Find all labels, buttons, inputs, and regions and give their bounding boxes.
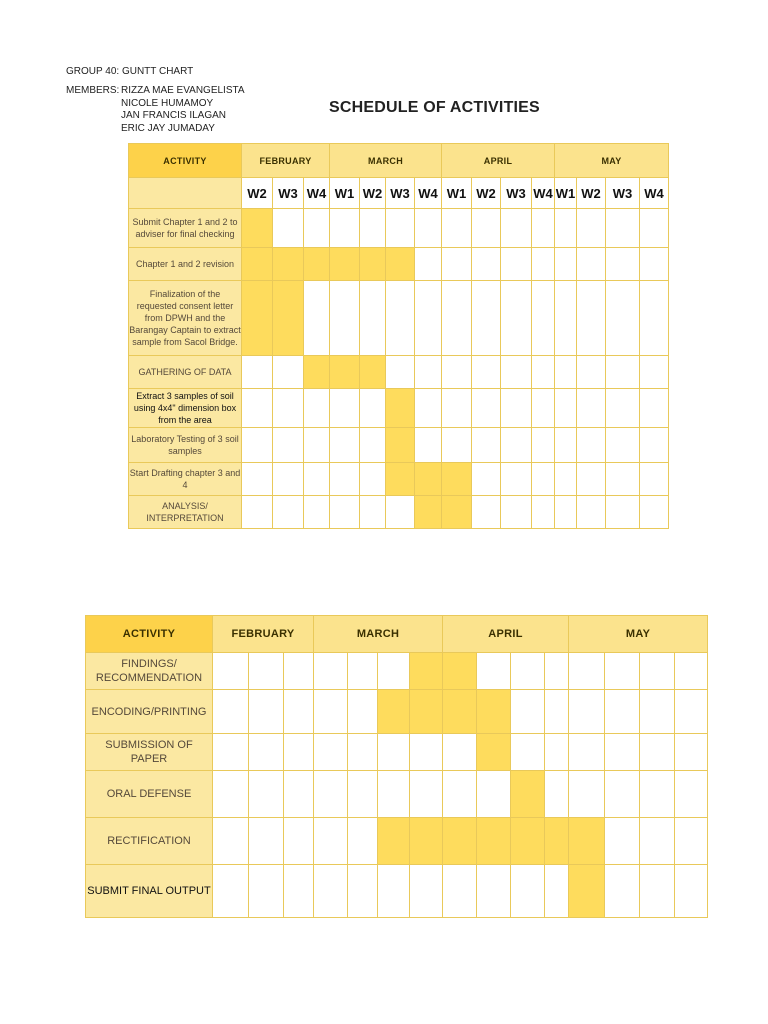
schedule-cell bbox=[304, 281, 330, 356]
schedule-bar-cell bbox=[273, 248, 304, 281]
table-row bbox=[129, 209, 669, 248]
schedule-cell bbox=[378, 771, 410, 818]
schedule-cell bbox=[532, 463, 555, 496]
schedule-bar-cell bbox=[415, 463, 442, 496]
schedule-cell bbox=[606, 428, 640, 463]
schedule-cell bbox=[242, 428, 273, 463]
group-line: GROUP 40: GUNTT CHART bbox=[66, 66, 194, 77]
schedule-bar-cell bbox=[415, 496, 442, 529]
table-row bbox=[129, 248, 669, 281]
activity-label: FINDINGS/ RECOMMENDATION bbox=[86, 653, 213, 690]
schedule-cell bbox=[314, 771, 348, 818]
schedule-cell bbox=[386, 209, 415, 248]
schedule-bar-cell bbox=[386, 463, 415, 496]
schedule-bar-cell bbox=[386, 428, 415, 463]
schedule-cell bbox=[577, 389, 606, 428]
schedule-cell bbox=[242, 463, 273, 496]
schedule-cell bbox=[472, 248, 501, 281]
week-header: W2 bbox=[472, 178, 501, 209]
week-header: W2 bbox=[577, 178, 606, 209]
schedule-cell bbox=[314, 653, 348, 690]
schedule-cell bbox=[348, 653, 378, 690]
activity-header: ACTIVITY bbox=[86, 616, 213, 653]
schedule-cell bbox=[330, 209, 360, 248]
schedule-cell bbox=[360, 389, 386, 428]
table-row bbox=[129, 496, 669, 529]
schedule-cell bbox=[555, 356, 577, 389]
schedule-cell bbox=[577, 209, 606, 248]
schedule-cell bbox=[555, 209, 577, 248]
schedule-cell bbox=[501, 248, 532, 281]
schedule-bar-cell bbox=[360, 248, 386, 281]
schedule-cell bbox=[605, 865, 640, 918]
schedule-bar-cell bbox=[477, 734, 511, 771]
schedule-cell bbox=[606, 496, 640, 529]
activity-label: RECTIFICATION bbox=[86, 818, 213, 865]
activity-label: Submit Chapter 1 and 2 to adviser for final checking bbox=[129, 209, 242, 248]
schedule-cell bbox=[501, 209, 532, 248]
schedule-cell bbox=[472, 356, 501, 389]
week-header: W1 bbox=[330, 178, 360, 209]
activity-label: SUBMISSION OF PAPER bbox=[86, 734, 213, 771]
schedule-cell bbox=[569, 734, 605, 771]
schedule-bar-cell bbox=[410, 818, 443, 865]
schedule-cell bbox=[545, 771, 569, 818]
schedule-cell bbox=[348, 818, 378, 865]
schedule-cell bbox=[348, 690, 378, 734]
schedule-cell bbox=[501, 389, 532, 428]
schedule-cell bbox=[378, 734, 410, 771]
schedule-cell bbox=[442, 248, 472, 281]
schedule-bar-cell bbox=[442, 463, 472, 496]
schedule-bar-cell bbox=[545, 818, 569, 865]
schedule-cell bbox=[242, 389, 273, 428]
schedule-cell bbox=[501, 428, 532, 463]
schedule-cell bbox=[213, 734, 249, 771]
schedule-cell bbox=[314, 690, 348, 734]
schedule-bar-cell bbox=[242, 248, 273, 281]
schedule-cell bbox=[213, 865, 249, 918]
schedule-cell bbox=[675, 653, 708, 690]
schedule-bar-cell bbox=[511, 771, 545, 818]
table-row bbox=[86, 818, 708, 865]
schedule-bar-cell bbox=[477, 690, 511, 734]
activity-label: Laboratory Testing of 3 soil samples bbox=[129, 428, 242, 463]
schedule-bar-cell bbox=[386, 389, 415, 428]
schedule-cell bbox=[569, 653, 605, 690]
schedule-cell bbox=[273, 209, 304, 248]
schedule-cell bbox=[213, 818, 249, 865]
schedule-cell bbox=[443, 865, 477, 918]
schedule-cell bbox=[284, 818, 314, 865]
schedule-cell bbox=[605, 690, 640, 734]
activity-label: ENCODING/PRINTING bbox=[86, 690, 213, 734]
activity-label: SUBMIT FINAL OUTPUT bbox=[86, 865, 213, 918]
member-name: NICOLE HUMAMOY bbox=[121, 98, 214, 109]
schedule-cell bbox=[675, 865, 708, 918]
schedule-bar-cell bbox=[386, 248, 415, 281]
schedule-cell bbox=[477, 653, 511, 690]
schedule-bar-cell bbox=[569, 818, 605, 865]
schedule-cell bbox=[555, 248, 577, 281]
schedule-cell bbox=[304, 428, 330, 463]
schedule-bar-cell bbox=[443, 690, 477, 734]
schedule-cell bbox=[640, 734, 675, 771]
schedule-cell bbox=[577, 496, 606, 529]
table-row bbox=[86, 734, 708, 771]
schedule-cell bbox=[640, 248, 669, 281]
schedule-cell bbox=[442, 389, 472, 428]
schedule-cell bbox=[213, 771, 249, 818]
schedule-bar-cell bbox=[378, 690, 410, 734]
schedule-bar-cell bbox=[511, 818, 545, 865]
schedule-cell bbox=[501, 281, 532, 356]
schedule-cell bbox=[330, 389, 360, 428]
schedule-cell bbox=[304, 209, 330, 248]
schedule-bar-cell bbox=[330, 248, 360, 281]
month-header: MAY bbox=[569, 616, 708, 653]
schedule-cell bbox=[606, 248, 640, 281]
schedule-cell bbox=[472, 463, 501, 496]
schedule-cell bbox=[640, 690, 675, 734]
activity-label: Extract 3 samples of soil using 4x4" dimension box from the area bbox=[129, 389, 242, 428]
schedule-cell bbox=[249, 818, 284, 865]
month-header: MAY bbox=[555, 144, 669, 178]
week-header: W4 bbox=[415, 178, 442, 209]
schedule-cell bbox=[501, 356, 532, 389]
schedule-bar-cell bbox=[330, 356, 360, 389]
week-header: W2 bbox=[242, 178, 273, 209]
schedule-cell bbox=[213, 653, 249, 690]
schedule-cell bbox=[348, 734, 378, 771]
activity-label: ANALYSIS/ INTERPRETATION bbox=[129, 496, 242, 529]
month-header: MARCH bbox=[314, 616, 443, 653]
page-title: SCHEDULE OF ACTIVITIES bbox=[329, 99, 540, 116]
schedule-cell bbox=[284, 653, 314, 690]
schedule-cell bbox=[640, 209, 669, 248]
table-row bbox=[86, 865, 708, 918]
schedule-cell bbox=[606, 463, 640, 496]
schedule-bar-cell bbox=[304, 248, 330, 281]
schedule-cell bbox=[555, 428, 577, 463]
schedule-cell bbox=[378, 865, 410, 918]
schedule-cell bbox=[330, 428, 360, 463]
schedule-cell bbox=[532, 496, 555, 529]
schedule-cell bbox=[675, 771, 708, 818]
schedule-cell bbox=[386, 356, 415, 389]
schedule-cell bbox=[443, 771, 477, 818]
schedule-cell bbox=[675, 690, 708, 734]
activity-label: GATHERING OF DATA bbox=[129, 356, 242, 389]
schedule-cell bbox=[410, 771, 443, 818]
week-header-blank bbox=[129, 178, 242, 209]
schedule-cell bbox=[545, 865, 569, 918]
schedule-cell bbox=[577, 463, 606, 496]
schedule-cell bbox=[501, 463, 532, 496]
table-row bbox=[129, 389, 669, 428]
members-label: MEMBERS: bbox=[66, 85, 120, 96]
schedule-cell bbox=[304, 463, 330, 496]
week-header: W3 bbox=[501, 178, 532, 209]
schedule-cell bbox=[348, 771, 378, 818]
schedule-cell bbox=[284, 734, 314, 771]
month-header: APRIL bbox=[442, 144, 555, 178]
schedule-table-1 bbox=[128, 143, 669, 529]
table-row bbox=[129, 463, 669, 496]
schedule-cell bbox=[555, 496, 577, 529]
schedule-bar-cell bbox=[360, 356, 386, 389]
schedule-bar-cell bbox=[273, 281, 304, 356]
month-header: FEBRUARY bbox=[213, 616, 314, 653]
member-name: RIZZA MAE EVANGELISTA bbox=[121, 85, 245, 96]
schedule-cell bbox=[605, 653, 640, 690]
schedule-cell bbox=[532, 281, 555, 356]
schedule-cell bbox=[242, 356, 273, 389]
schedule-cell bbox=[284, 690, 314, 734]
schedule-cell bbox=[442, 281, 472, 356]
schedule-cell bbox=[273, 496, 304, 529]
schedule-cell bbox=[532, 356, 555, 389]
schedule-cell bbox=[555, 281, 577, 356]
schedule-bar-cell bbox=[304, 356, 330, 389]
schedule-cell bbox=[511, 653, 545, 690]
schedule-cell bbox=[415, 281, 442, 356]
schedule-cell bbox=[410, 865, 443, 918]
schedule-cell bbox=[545, 653, 569, 690]
activity-label: ORAL DEFENSE bbox=[86, 771, 213, 818]
schedule-cell bbox=[569, 690, 605, 734]
schedule-cell bbox=[273, 428, 304, 463]
schedule-cell bbox=[314, 734, 348, 771]
schedule-cell bbox=[577, 248, 606, 281]
activity-label: Chapter 1 and 2 revision bbox=[129, 248, 242, 281]
schedule-cell bbox=[249, 653, 284, 690]
schedule-cell bbox=[360, 496, 386, 529]
week-header: W4 bbox=[532, 178, 555, 209]
activity-label: Finalization of the requested consent letter from DPWH and the Barangay Captain to extract sample from Sacol Bridge. bbox=[129, 281, 242, 356]
schedule-cell bbox=[532, 389, 555, 428]
week-header: W2 bbox=[360, 178, 386, 209]
table-row bbox=[129, 428, 669, 463]
schedule-cell bbox=[360, 209, 386, 248]
schedule-cell bbox=[555, 389, 577, 428]
schedule-bar-cell bbox=[242, 281, 273, 356]
schedule-cell bbox=[442, 428, 472, 463]
week-header: W1 bbox=[442, 178, 472, 209]
schedule-cell bbox=[640, 818, 675, 865]
schedule-cell bbox=[640, 865, 675, 918]
schedule-cell bbox=[640, 653, 675, 690]
schedule-cell bbox=[532, 248, 555, 281]
schedule-cell bbox=[273, 389, 304, 428]
month-header-row bbox=[86, 616, 708, 653]
schedule-cell bbox=[606, 281, 640, 356]
schedule-cell bbox=[273, 356, 304, 389]
schedule-cell bbox=[545, 734, 569, 771]
schedule-cell bbox=[472, 209, 501, 248]
schedule-bar-cell bbox=[477, 818, 511, 865]
week-header: W3 bbox=[606, 178, 640, 209]
schedule-cell bbox=[415, 389, 442, 428]
schedule-cell bbox=[415, 428, 442, 463]
schedule-cell bbox=[442, 209, 472, 248]
schedule-cell bbox=[545, 690, 569, 734]
schedule-cell bbox=[577, 281, 606, 356]
schedule-cell bbox=[569, 771, 605, 818]
schedule-cell bbox=[511, 734, 545, 771]
activity-label: Start Drafting chapter 3 and 4 bbox=[129, 463, 242, 496]
table-row bbox=[129, 281, 669, 356]
schedule-bar-cell bbox=[378, 818, 410, 865]
month-header: MARCH bbox=[330, 144, 442, 178]
schedule-cell bbox=[360, 281, 386, 356]
schedule-cell bbox=[378, 653, 410, 690]
schedule-cell bbox=[314, 865, 348, 918]
schedule-cell bbox=[284, 771, 314, 818]
schedule-cell bbox=[606, 209, 640, 248]
schedule-bar-cell bbox=[443, 653, 477, 690]
table-row bbox=[86, 690, 708, 734]
week-header: W3 bbox=[273, 178, 304, 209]
schedule-bar-cell bbox=[443, 818, 477, 865]
week-header: W3 bbox=[386, 178, 415, 209]
schedule-bar-cell bbox=[569, 865, 605, 918]
schedule-bar-cell bbox=[442, 496, 472, 529]
schedule-cell bbox=[605, 734, 640, 771]
schedule-cell bbox=[511, 865, 545, 918]
schedule-cell bbox=[249, 771, 284, 818]
schedule-cell bbox=[577, 356, 606, 389]
schedule-cell bbox=[442, 356, 472, 389]
schedule-cell bbox=[273, 463, 304, 496]
schedule-cell bbox=[472, 281, 501, 356]
schedule-cell bbox=[605, 818, 640, 865]
schedule-cell bbox=[532, 209, 555, 248]
schedule-cell bbox=[675, 818, 708, 865]
schedule-cell bbox=[304, 389, 330, 428]
schedule-cell bbox=[415, 209, 442, 248]
schedule-cell bbox=[360, 463, 386, 496]
schedule-cell bbox=[532, 428, 555, 463]
schedule-cell bbox=[640, 463, 669, 496]
schedule-cell bbox=[415, 248, 442, 281]
month-header: FEBRUARY bbox=[242, 144, 330, 178]
schedule-cell bbox=[386, 281, 415, 356]
schedule-cell bbox=[330, 463, 360, 496]
member-name: JAN FRANCIS ILAGAN bbox=[121, 110, 227, 121]
schedule-cell bbox=[640, 356, 669, 389]
table-row bbox=[86, 771, 708, 818]
schedule-cell bbox=[555, 463, 577, 496]
schedule-cell bbox=[472, 428, 501, 463]
schedule-cell bbox=[640, 281, 669, 356]
schedule-cell bbox=[511, 690, 545, 734]
table-row bbox=[129, 356, 669, 389]
schedule-cell bbox=[415, 356, 442, 389]
schedule-cell bbox=[314, 818, 348, 865]
schedule-cell bbox=[348, 865, 378, 918]
schedule-cell bbox=[249, 865, 284, 918]
schedule-cell bbox=[605, 771, 640, 818]
schedule-cell bbox=[386, 496, 415, 529]
schedule-bar-cell bbox=[410, 690, 443, 734]
schedule-cell bbox=[640, 496, 669, 529]
schedule-bar-cell bbox=[410, 653, 443, 690]
week-header: W4 bbox=[640, 178, 669, 209]
schedule-cell bbox=[249, 734, 284, 771]
schedule-table-2 bbox=[85, 615, 708, 918]
schedule-cell bbox=[472, 389, 501, 428]
schedule-cell bbox=[477, 865, 511, 918]
activity-header: ACTIVITY bbox=[129, 144, 242, 178]
month-header: APRIL bbox=[443, 616, 569, 653]
schedule-cell bbox=[304, 496, 330, 529]
schedule-cell bbox=[443, 734, 477, 771]
schedule-cell bbox=[284, 865, 314, 918]
schedule-cell bbox=[606, 356, 640, 389]
schedule-cell bbox=[330, 496, 360, 529]
schedule-cell bbox=[640, 771, 675, 818]
schedule-cell bbox=[640, 389, 669, 428]
week-header: W4 bbox=[304, 178, 330, 209]
week-header-row bbox=[129, 178, 669, 209]
schedule-cell bbox=[501, 496, 532, 529]
week-header: W1 bbox=[555, 178, 577, 209]
table-row bbox=[86, 653, 708, 690]
schedule-cell bbox=[213, 690, 249, 734]
schedule-bar-cell bbox=[242, 209, 273, 248]
schedule-cell bbox=[360, 428, 386, 463]
schedule-cell bbox=[577, 428, 606, 463]
schedule-cell bbox=[242, 496, 273, 529]
month-header-row bbox=[129, 144, 669, 178]
schedule-cell bbox=[330, 281, 360, 356]
member-name: ERIC JAY JUMADAY bbox=[121, 123, 215, 134]
schedule-cell bbox=[472, 496, 501, 529]
schedule-cell bbox=[640, 428, 669, 463]
schedule-cell bbox=[606, 389, 640, 428]
schedule-cell bbox=[675, 734, 708, 771]
schedule-cell bbox=[249, 690, 284, 734]
schedule-cell bbox=[410, 734, 443, 771]
schedule-cell bbox=[477, 771, 511, 818]
